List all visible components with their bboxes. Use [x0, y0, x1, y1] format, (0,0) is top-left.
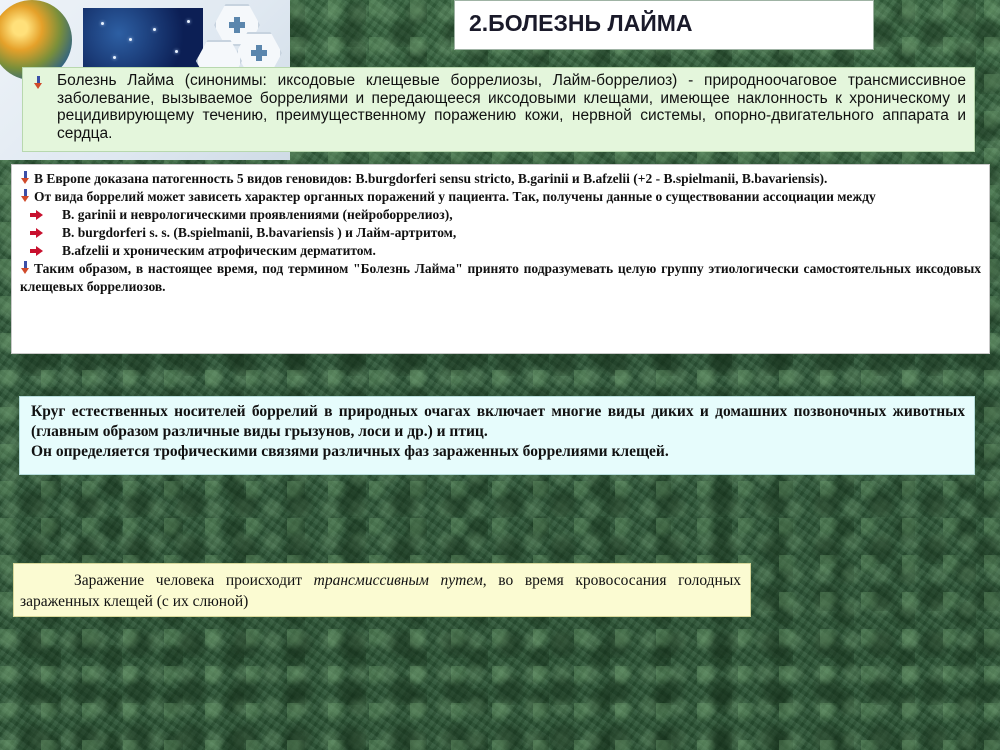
list-item — [20, 206, 981, 224]
dependence-text: От вида боррелий может зависеть характер органных поражений у пациента. Так, получены данные о существовании ассоциации между — [34, 189, 876, 204]
down-arrow-bullet-icon — [20, 171, 32, 185]
stars-image — [83, 8, 203, 72]
title-box — [454, 0, 874, 50]
dependence-paragraph — [20, 188, 981, 206]
red-arrow-bullet-icon — [30, 228, 44, 238]
list-item — [20, 224, 981, 242]
definition-text: Болезнь Лайма (синонимы: иксодовые клещевые боррелиозы, Лайм-боррелиоз) - природноочаговое трансмиссивное заболевание, вызываемое боррелиями и передающееся иксодовыми клещами, имеющее наклонность к хроническому и рецидивирующему течению, преимущественному поражению кожи, нервной системы, опорно-двигательного аппарата и сердца. — [57, 72, 966, 142]
hosts-box — [19, 396, 975, 475]
red-arrow-bullet-icon — [30, 210, 44, 220]
hosts-text-2: Он определяется трофическими связями различных фаз зараженных боррелиями клещей. — [31, 443, 669, 460]
definition-box — [22, 67, 975, 152]
association-text: B. garinii и неврологическими проявлениями (нейроборрелиоз), — [62, 207, 453, 222]
association-text: B. burgdorferi s. s. (B.spielmanii, B.bavariensis ) и Лайм-артритом, — [62, 225, 457, 240]
infection-text-1: Заражение человека происходит — [74, 572, 314, 589]
infection-box — [13, 563, 751, 617]
association-text: B.afzelii и хроническим атрофическим дерматитом. — [62, 243, 376, 258]
list-item — [20, 242, 981, 260]
slide-title: 2.БОЛЕЗНЬ ЛАЙМА — [469, 10, 693, 36]
europe-text: В Европе доказана патогенность 5 видов геновидов: B.burgdorferi sensu stricto, B.garinii и B.afzelii (+2 - B.spielmanii, B.bavariensis). — [34, 171, 828, 186]
infection-route-text: трансмиссивным путем — [313, 572, 483, 589]
hosts-text-1: Круг естественных носителей боррелий в природных очагах включает многие виды диких и домашних позвоночных животных (главным образом различные виды грызунов, лоси и др.) и птиц. — [31, 403, 965, 440]
species-box — [11, 164, 990, 354]
infection-text-2: , во время кровососания голодных зараженных клещей (с их слюной) — [20, 572, 741, 610]
down-arrow-bullet-icon — [20, 189, 32, 203]
europe-paragraph — [20, 170, 981, 188]
down-arrow-bullet-icon — [20, 261, 32, 275]
conclusion-text: Таким образом, в настоящее время, под термином "Болезнь Лайма" принято подразумевать целую группу этиологически самостоятельных иксодовых клещевых боррелиозов. — [20, 261, 981, 294]
down-arrow-bullet-icon — [33, 76, 45, 90]
conclusion-paragraph — [20, 260, 981, 296]
red-arrow-bullet-icon — [30, 246, 44, 256]
